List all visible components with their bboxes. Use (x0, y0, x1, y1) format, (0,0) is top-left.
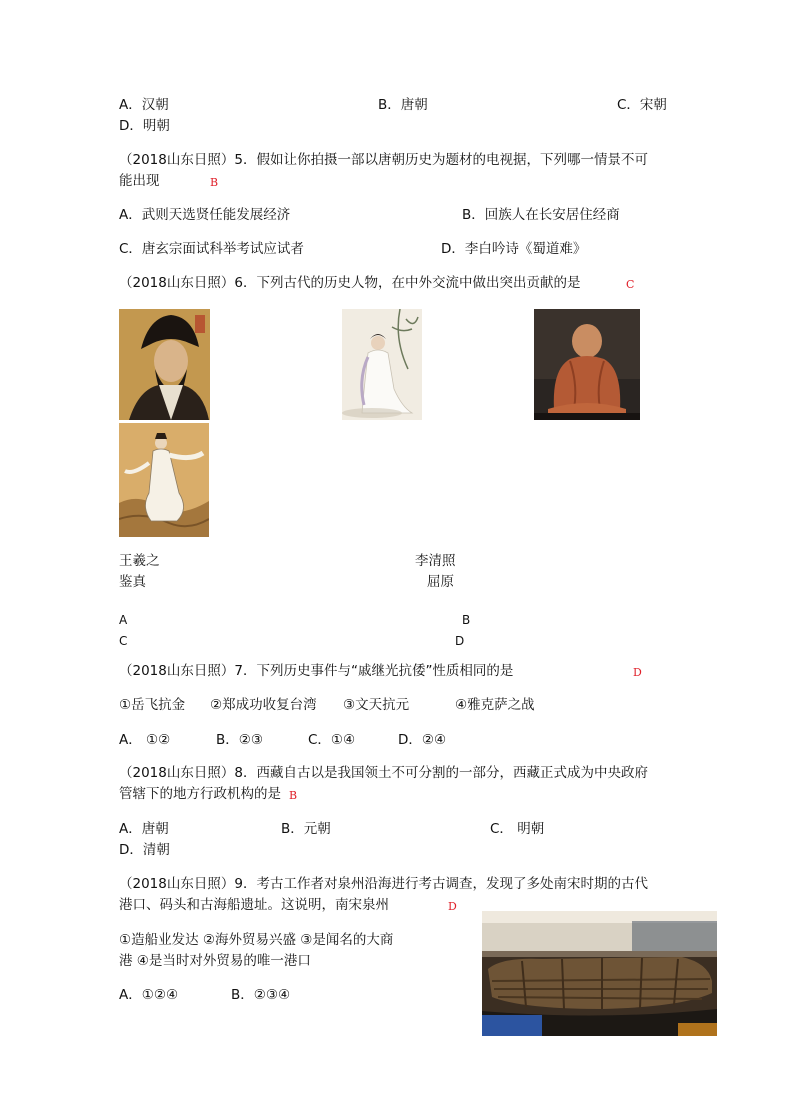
q8-option-c: C． 明朝 (490, 821, 545, 837)
caption-wang-xizhi: 王羲之 (119, 553, 160, 569)
q9-answer: D (448, 900, 457, 913)
q4-option-a: A．汉朝 (119, 97, 169, 113)
q8-answer: B (289, 789, 298, 802)
q7-option-a: A． ①② (119, 732, 171, 748)
li-qingzhao-painting (342, 309, 422, 420)
q6-letter-a: A (119, 613, 128, 627)
caption-jianzhen: 鉴真 (119, 574, 146, 590)
q7-item: ④雅克萨之战 (455, 697, 535, 713)
jianzhen-statue (534, 309, 640, 420)
q5-option-c: C．唐玄宗面试科举考试应试者 (119, 241, 304, 257)
q8-option-b: B．元朝 (281, 821, 331, 837)
q8-stem-line1: （2018山东日照）8．西藏自古以是我国领土不可分割的一部分，西藏正式成为中央政府 (119, 765, 648, 781)
q5-option-b: B．回族人在长安居住经商 (462, 207, 620, 223)
q7-option-b: B．②③ (216, 732, 263, 748)
q5-stem-line1: （2018山东日照）5．假如让你拍摄一部以唐朝历史为题材的电视据，下列哪一情景不可 (119, 152, 648, 168)
caption-li-qingzhao: 李清照 (415, 553, 456, 569)
qu-yuan-painting (119, 423, 209, 537)
q6-letter-c: C (119, 634, 128, 648)
q9-stem-line1: （2018山东日照）9．考古工作者对泉州沿海进行考古调查，发现了多处南宋时期的古代 (119, 876, 648, 892)
q7-option-d: D．②④ (398, 732, 447, 748)
wang-xizhi-portrait (119, 309, 210, 420)
q4-option-c: C．宋朝 (617, 97, 667, 113)
q7-item: ②郑成功收复台湾 (210, 697, 317, 713)
q6-letter-b: B (462, 613, 471, 627)
q6-stem: （2018山东日照）6．下列古代的历史人物，在中外交流中做出突出贡献的是 (119, 275, 581, 291)
q9-option-a: A．①②④ (119, 987, 179, 1003)
q6-letter-d: D (455, 634, 465, 648)
q7-stem: （2018山东日照）7．下列历史事件与“戚继光抗倭”性质相同的是 (119, 663, 514, 679)
q4-option-b: B．唐朝 (378, 97, 428, 113)
q8-stem-line2: 管辖下的地方行政机构的是 (119, 786, 281, 802)
q5-option-d: D．李白吟诗《蜀道难》 (441, 241, 587, 257)
q9-option-b: B．②③④ (231, 987, 291, 1003)
q4-option-d: D．明朝 (119, 118, 170, 134)
q7-answer: D (633, 666, 642, 679)
q5-stem-line2: 能出现 (119, 173, 160, 189)
q9-statements-line1: ①造船业发达 ②海外贸易兴盛 ③是闻名的大商 (119, 932, 394, 948)
q5-answer: B (210, 176, 219, 189)
q8-option-a: A．唐朝 (119, 821, 169, 837)
q7-option-c: C．①④ (308, 732, 356, 748)
q9-stem-line2: 港口、码头和古海船遗址。这说明，南宋泉州 (119, 897, 389, 913)
q6-answer: C (626, 278, 635, 291)
q7-item: ①岳飞抗金 (119, 697, 186, 713)
q5-option-a: A．武则天选贤任能发展经济 (119, 207, 291, 223)
q8-option-d: D．清朝 (119, 842, 170, 858)
q7-item: ③文天抗元 (343, 697, 410, 713)
ancient-ship-museum-photo (482, 911, 717, 1036)
caption-qu-yuan: 屈原 (427, 574, 454, 590)
q9-statements-line2: 港 ④是当时对外贸易的唯一港口 (119, 953, 311, 969)
